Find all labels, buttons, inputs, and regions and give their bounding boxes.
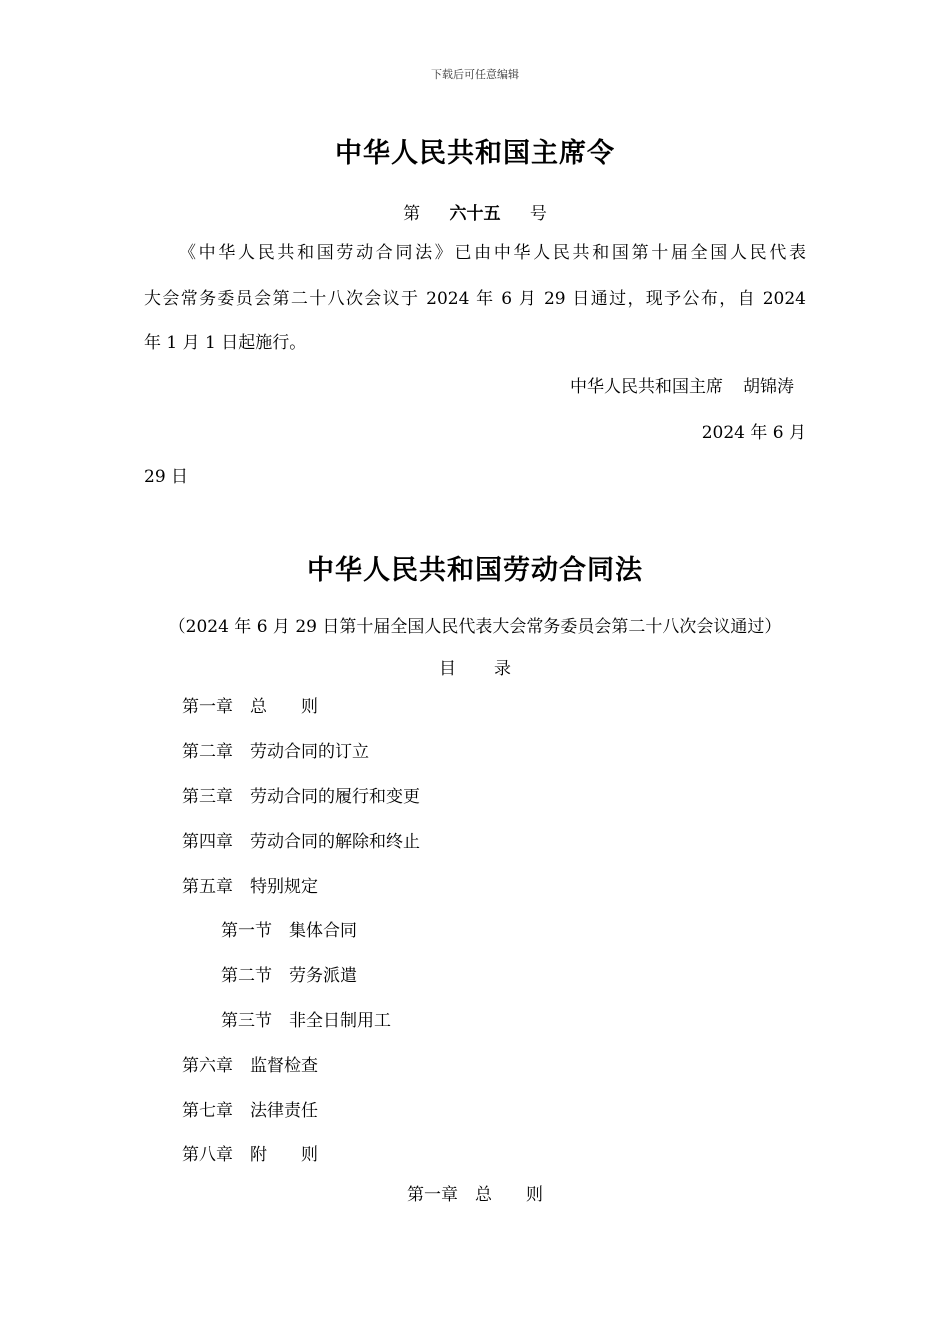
toc-item: 第一章 总 则 <box>182 697 318 717</box>
decree-body-line: 大会常务委员会第二十八次会议于 2024 年 6 月 29 日通过，现予公布，自 2024 <box>144 289 806 309</box>
decree-title: 中华人民共和国主席令 <box>335 138 615 169</box>
toc-item: 第一节 集体合同 <box>221 921 357 941</box>
decree-body-line: 《中华人民共和国劳动合同法》已由中华人民共和国第十届全国人民代表 <box>179 243 806 263</box>
decree-date-part-2: 29 日 <box>144 467 189 487</box>
decree-body-line: 年 1 月 1 日起施行。 <box>144 333 307 353</box>
decree-number-prefix: 第 <box>403 204 421 224</box>
toc-item: 第二章 劳动合同的订立 <box>182 742 369 762</box>
toc-item: 第六章 监督检查 <box>182 1056 318 1076</box>
signatory-title: 中华人民共和国主席 <box>570 377 723 397</box>
toc-item: 第五章 特别规定 <box>182 877 318 897</box>
decree-number <box>0 199 950 224</box>
signatory-name: 胡锦涛 <box>743 377 794 397</box>
law-title: 中华人民共和国劳动合同法 <box>307 555 643 586</box>
toc-item: 第七章 法律责任 <box>182 1101 318 1121</box>
signature <box>570 372 794 397</box>
toc-item: 第三章 劳动合同的履行和变更 <box>182 787 420 807</box>
decree-date-part-1: 2024 年 6 月 <box>701 423 806 443</box>
header-note: 下载后可任意编辑 <box>431 68 519 81</box>
toc-item: 第四章 劳动合同的解除和终止 <box>182 832 420 852</box>
toc-item: 第二节 劳务派遣 <box>221 966 357 986</box>
decree-number-value: 六十五 <box>449 204 501 224</box>
chapter-heading: 第一章 总 则 <box>407 1185 543 1205</box>
toc-item: 第八章 附 则 <box>182 1145 318 1165</box>
decree-number-suffix: 号 <box>529 204 547 224</box>
adoption-note: （2024 年 6 月 29 日第十届全国人民代表大会常务委员会第二十八次会议通过） <box>168 617 782 637</box>
toc-item: 第三节 非全日制用工 <box>221 1011 391 1031</box>
toc-heading: 目录 <box>439 659 549 679</box>
